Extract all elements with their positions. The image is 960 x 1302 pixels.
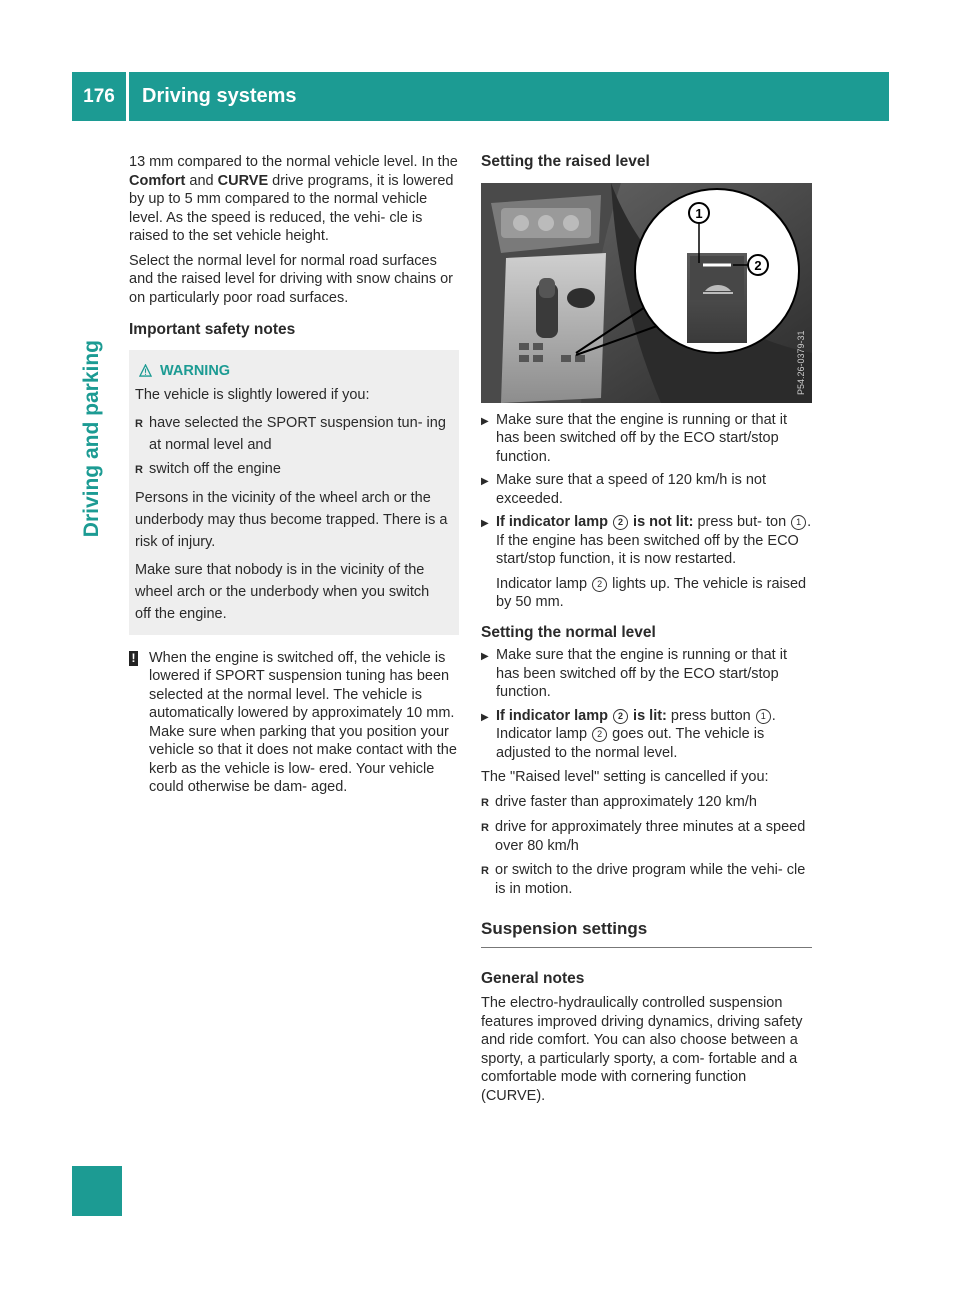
raised-level-heading: Setting the raised level xyxy=(481,153,650,170)
list-item: R drive faster than approximately 120 km/h xyxy=(481,793,812,813)
note-block xyxy=(129,649,459,797)
intro-paragraph-1: 13 mm compared to the normal vehicle level. In the Comfort and CURVE drive programs, it is lowered by up to 5 mm compared to the normal vehicle level. As the speed is reduced, the vehi- cle is raised to the set vehicle height. xyxy=(129,154,458,244)
bullet-icon: R xyxy=(481,822,489,834)
side-tab-label: Driving and parking xyxy=(80,340,103,538)
figure-code: P54.26-0379-31 xyxy=(796,329,806,395)
arrow-right-icon: ▶ xyxy=(481,476,489,487)
indicator-lamp-ref: 2 xyxy=(592,727,607,742)
cancel-lead: The "Raised level" setting is cancelled if you: xyxy=(481,769,769,785)
header-divider xyxy=(126,72,129,121)
warning-lead: The vehicle is slightly lowered if you: xyxy=(135,386,370,403)
normal-level-heading: Setting the normal level xyxy=(481,623,656,641)
callout-2: 2 xyxy=(754,257,762,273)
list-item: R have selected the SPORT suspension tun- ing at normal level and xyxy=(135,412,449,456)
chapter-title: Driving systems xyxy=(142,85,297,107)
indicator-lamp-ref: 2 xyxy=(613,515,628,530)
bullet-icon: R xyxy=(135,417,143,430)
warning-text-1: Persons in the vicinity of the wheel arch or the underbody may thus become trapped. There is a risk of injury. xyxy=(135,489,448,550)
side-tab-marker xyxy=(72,1166,122,1216)
console-illustration xyxy=(481,183,812,403)
bullet-icon: R xyxy=(135,463,143,476)
indicator-lamp-ref: 2 xyxy=(613,709,628,724)
arrow-right-icon: ▶ xyxy=(481,651,489,662)
general-notes-heading: General notes xyxy=(481,969,585,987)
arrow-right-icon: ▶ xyxy=(481,711,489,723)
console-figure xyxy=(481,183,812,403)
warning-triangle-icon xyxy=(139,364,152,377)
intro-paragraph-2: Select the normal level for normal road surfaces and the raised level for driving with snow chains or on particularly poor road surfaces. xyxy=(129,252,453,306)
warning-title: WARNING xyxy=(139,360,449,382)
bullet-icon: R xyxy=(481,796,489,809)
general-notes-text: The electro-hydraulically controlled suspension features improved driving dynamics, driving safety and ride comfort. You can also choose between a sporty, a particularly sporty, a com- fortable and a comfortable mode with cornering function (CURVE). xyxy=(481,995,803,1104)
step-item: ▶ If indicator lamp 2 is not lit: press but- ton 1 . If the engine has been switched off by the ECO start/stop function, it is now restarted. Indicator lamp 2 lights up. The vehicle is raised by 50 mm. xyxy=(481,514,812,610)
exclamation-icon: ! xyxy=(129,651,138,666)
bullet-icon: R xyxy=(481,865,489,877)
warning-box xyxy=(129,350,459,635)
left-column xyxy=(129,153,459,797)
step-item: ▶ Make sure that the engine is running or that it has been switched off by the ECO start/stop function. xyxy=(481,647,787,700)
step-item: ▶ If indicator lamp 2 is lit: press button 1 . Indicator lamp 2 goes out. The vehicle is adjusted to the normal level. xyxy=(481,707,776,761)
arrow-right-icon: ▶ xyxy=(481,415,489,427)
page-header xyxy=(72,72,889,121)
suspension-heading: Suspension settings xyxy=(481,919,648,938)
step-item: ▶ Make sure that the engine is running or that it has been switched off by the ECO start/stop function. xyxy=(481,411,787,465)
note-text: When the engine is switched off, the vehicle is lowered if SPORT suspension tuning has been selected at the normal level. The vehicle is automatically lowered by approximately 10 mm. Make sure when parking that you position your vehicle so that it does not make contact with the kerb as the vehicle is low- ered. Your vehicle could otherwise be dam- aged. xyxy=(149,649,457,795)
list-item: R drive for approximately three minutes at a speed over 80 km/h xyxy=(481,819,806,854)
list-item: R switch off the engine xyxy=(135,458,449,481)
page-number: 176 xyxy=(83,85,115,107)
section-divider xyxy=(481,947,812,948)
list-item: R or switch to the drive program while the vehi- cle is in motion. xyxy=(481,862,806,897)
warning-text-2: Make sure that nobody is in the vicinity of the wheel arch or the underbody when you switch off the engine. xyxy=(135,561,430,622)
button-ref: 1 xyxy=(791,515,806,530)
safety-heading: Important safety notes xyxy=(129,321,296,338)
button-ref: 1 xyxy=(756,709,771,724)
arrow-right-icon: ▶ xyxy=(481,518,489,529)
right-column xyxy=(481,153,812,1111)
indicator-lamp-ref: 2 xyxy=(592,577,607,592)
step-item: ▶ Make sure that a speed of 120 km/h is not exceeded. xyxy=(481,472,767,507)
callout-1: 1 xyxy=(695,205,703,221)
